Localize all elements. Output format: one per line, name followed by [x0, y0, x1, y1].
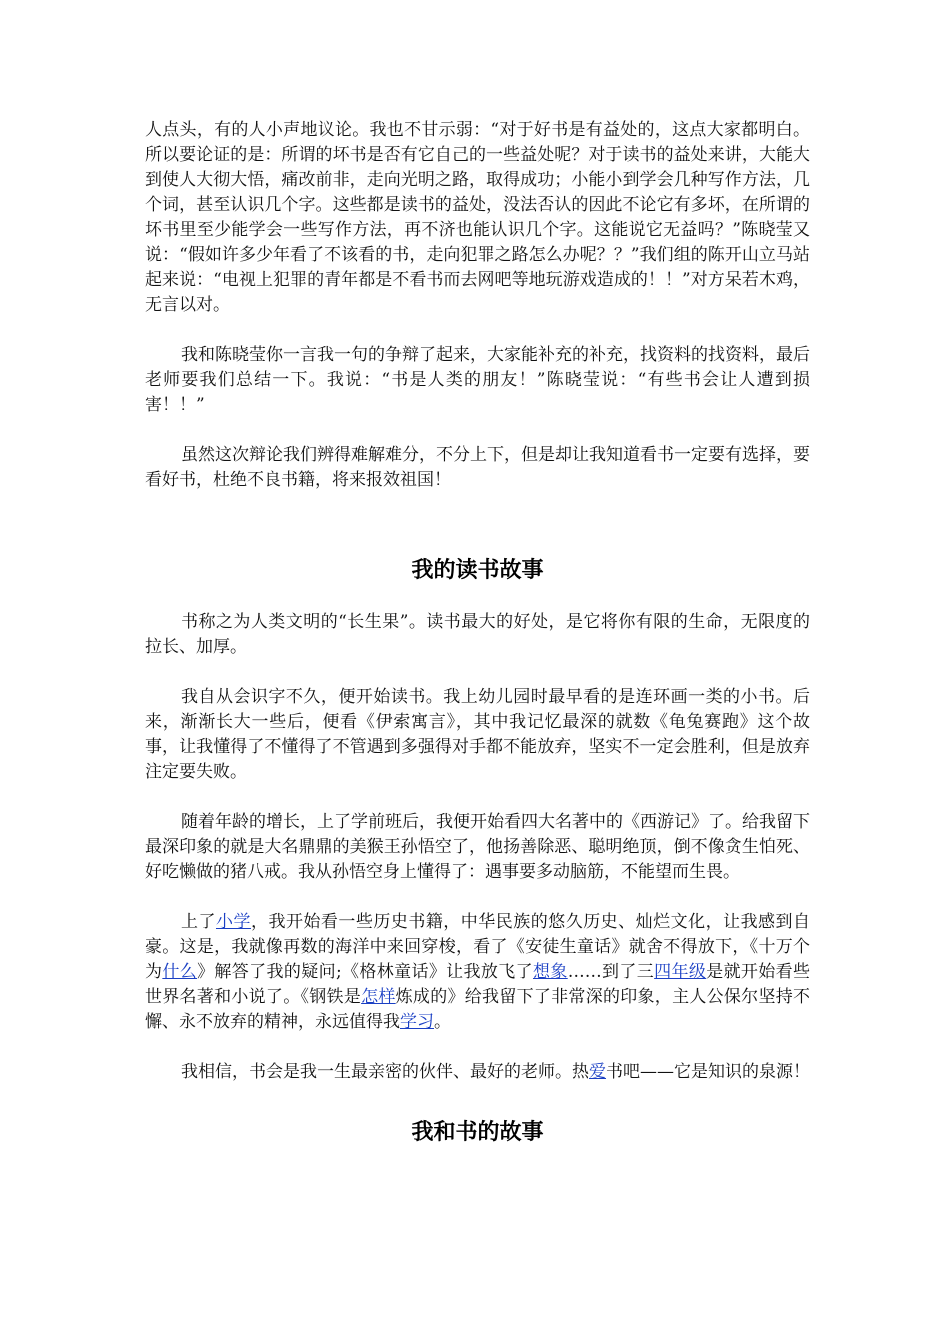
text-run: ，我开始看一些历史书籍，中华民族的悠久历史、灿烂文化，让我感到自豪。这是，我就像再数的海洋中来回穿梭，看了《安徒生童话》就舍不得放下，《十万个为 — [145, 912, 811, 982]
text-run: 炼成的》给我留下了非常深的印象，主人公保尔坚持不懈、永不放弃的精神，永远值得我 — [145, 987, 811, 1032]
section-title: 我和书的故事 — [411, 1119, 544, 1145]
link-how[interactable]: 怎样 — [361, 987, 396, 1007]
link-what[interactable]: 什么 — [162, 962, 198, 982]
text-run: 我相信，书会是我一生最亲密的伙伴、最好的老师。热 — [181, 1062, 589, 1082]
link-primary-school[interactable]: 小学 — [215, 912, 251, 932]
link-study[interactable]: 学习 — [400, 1012, 434, 1032]
paragraph: 我和陈晓莹你一言我一句的争辩了起来，大家能补充的补充，找资料的找资料，最后老师要我们总结一下。我说：“书是人类的朋友！”陈晓莹说：“有些书会让人遭到损害！！” — [145, 345, 810, 415]
section-title: 我的读书故事 — [411, 557, 544, 583]
text-run: 书吧——它是知识的泉源！ — [606, 1062, 810, 1082]
text-run: ……到了三 — [567, 962, 655, 982]
paragraph: 我自从会识字不久，便开始读书。我上幼儿园时最早看的是连环画一类的小书。后来，渐渐长大一些后，便看《伊索寓言》，其中我记忆最深的就数《龟兔赛跑》这个故事，让我懂得了不懂得了不管遇到多强得对手都不能放弃，坚实不一定会胜利，但是放弃注定要失败。 — [145, 687, 810, 782]
text-run: 》解答了我的疑问;《格林童话》让我放飞了 — [197, 962, 533, 982]
text-run: 上了 — [181, 912, 216, 932]
text-run: 。 — [434, 1012, 451, 1032]
paragraph — [145, 910, 810, 1035]
document-page — [145, 118, 810, 1147]
paragraph: 随着年龄的增长，上了学前班后，我便开始看四大名著中的《西游记》了。给我留下最深印象的就是大名鼎鼎的美猴王孙悟空了，他扬善除恶、聪明绝顶，倒不像贪生怕死、好吃懒做的猪八戒。我从孙悟空身上懂得了：遇事要多动脑筋，不能望而生畏。 — [145, 812, 810, 882]
text-run: 是就开始看些世界名著和小说了。《钢铁是 — [145, 962, 811, 1007]
link-fourth-grade[interactable]: 四年级 — [654, 962, 707, 982]
paragraph: 人点头，有的人小声地议论。我也不甘示弱：“对于好书是有益处的，这点大家都明白。所以要论证的是：所谓的坏书是否有它自己的一些益处呢？对于读书的益处来讲，大能大到使人大彻大悟，痛改前非，走向光明之路，取得成功；小能小到学会几种写作方法，几个词，甚至认识几个字。这些都是读书的益处，没法否认的因此不论它有多坏，在所谓的坏书里至少能学会一些写作方法，再不济也能认识几个字。这能说它无益吗？”陈晓莹又说：“假如许多少年看了不该看的书，走向犯罪之路怎么办呢？？”我们组的陈开山立马站起来说：“电视上犯罪的青年都是不看书而去网吧等地玩游戏造成的！！”对方呆若木鸡，无言以对。 — [145, 120, 810, 315]
link-imagination[interactable]: 想象 — [532, 962, 568, 982]
paragraph: 书称之为人类文明的“长生果”。读书最大的好处，是它将你有限的生命，无限度的拉长、加厚。 — [145, 612, 810, 657]
link-love[interactable]: 爱 — [589, 1062, 606, 1082]
paragraph: 虽然这次辩论我们辨得难解难分，不分上下，但是却让我知道看书一定要有选择，要看好书，杜绝不良书籍，将来报效祖国！ — [145, 445, 810, 490]
paragraph — [145, 1060, 810, 1085]
